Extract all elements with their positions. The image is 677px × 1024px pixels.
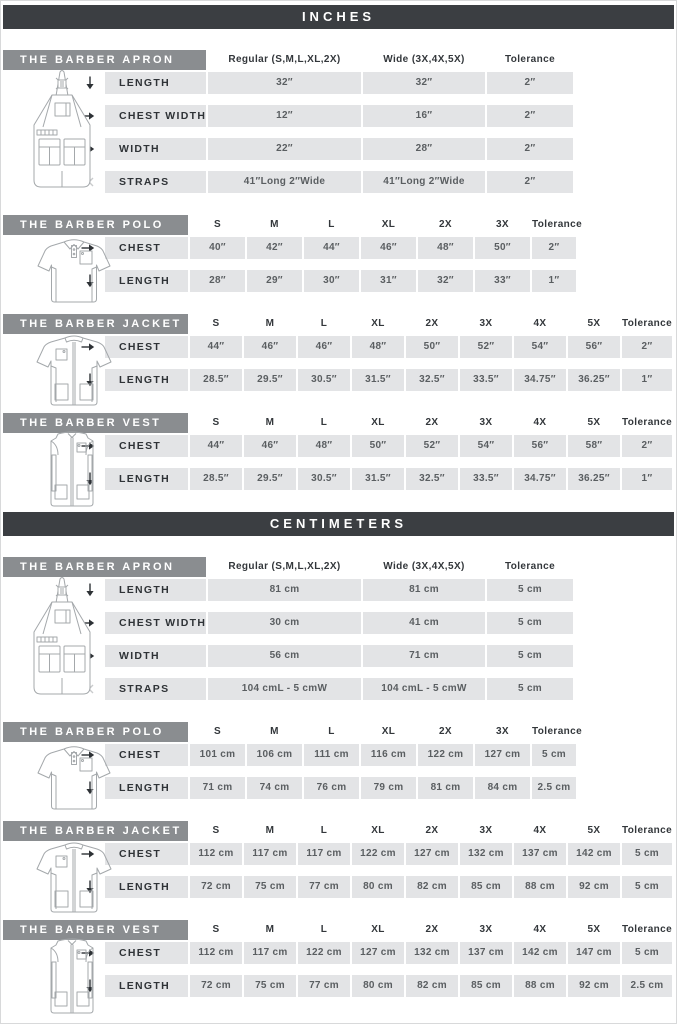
size-value-cell: 36.25″	[568, 468, 620, 490]
size-value-cell: 33.5″	[460, 369, 512, 391]
size-value-cell: 75 cm	[244, 975, 296, 997]
table-row-length	[3, 777, 674, 799]
column-header-3x: 3X	[495, 219, 510, 230]
size-value-cell: 142 cm	[568, 843, 620, 865]
table-header-row	[3, 50, 674, 70]
column-header-4x: 4X	[533, 417, 547, 428]
row-label: CHEST	[105, 744, 188, 766]
table-row-chest	[3, 744, 674, 766]
size-value-cell: 16″	[363, 105, 485, 127]
table-row-chest	[3, 237, 674, 259]
size-table-the-barber-jacket-inches	[3, 314, 674, 391]
size-value-cell: 50″	[475, 237, 530, 259]
size-value-cell: 2″	[487, 171, 573, 193]
size-value-cell: 2″	[487, 138, 573, 160]
size-value-cell: 32.5″	[406, 369, 458, 391]
measure-direction-zone	[3, 678, 103, 700]
measure-direction-zone	[3, 579, 103, 601]
size-value-cell: 77 cm	[298, 876, 350, 898]
row-label: CHEST	[105, 336, 188, 358]
size-value-cell: 5 cm	[487, 645, 573, 667]
size-value-cell: 1″	[622, 369, 672, 391]
size-value-cell: 85 cm	[460, 975, 512, 997]
measure-direction-zone	[3, 435, 103, 457]
column-header-m: M	[265, 924, 275, 935]
right-arrow-icon	[81, 144, 95, 154]
size-value-cell: 52″	[406, 435, 458, 457]
size-value-cell: 81 cm	[418, 777, 473, 799]
size-value-cell: 28″	[190, 270, 245, 292]
measure-direction-zone	[3, 876, 103, 898]
column-header-m: M	[270, 219, 279, 230]
size-value-cell: 79 cm	[361, 777, 416, 799]
size-value-cell: 74 cm	[247, 777, 302, 799]
column-header-tolerance: Tolerance	[504, 54, 556, 65]
column-header-m: M	[265, 825, 275, 836]
table-row-length	[3, 270, 674, 292]
measure-direction-zone	[3, 270, 103, 292]
column-header-s: S	[212, 924, 220, 935]
down-arrow-icon	[85, 472, 95, 486]
size-table-the-barber-vest-centimeters	[3, 920, 674, 997]
row-label: CHEST WIDTH	[105, 612, 206, 634]
size-value-cell: 1″	[532, 270, 576, 292]
table-row-straps	[3, 678, 674, 700]
measure-direction-zone	[3, 942, 103, 964]
size-value-cell: 42″	[247, 237, 302, 259]
measure-direction-zone	[3, 369, 103, 391]
size-value-cell: 22″	[208, 138, 361, 160]
row-label: LENGTH	[105, 579, 206, 601]
measure-direction-zone	[3, 468, 103, 490]
size-value-cell: 81 cm	[363, 579, 485, 601]
section-title-the-barber-jacket: THE BARBER JACKET	[3, 821, 188, 841]
column-header-xl: XL	[371, 825, 385, 836]
size-value-cell: 88 cm	[514, 876, 566, 898]
size-value-cell: 32.5″	[406, 468, 458, 490]
size-value-cell: 84 cm	[475, 777, 530, 799]
right-arrow-icon	[81, 441, 95, 451]
size-value-cell: 147 cm	[568, 942, 620, 964]
column-header-s: S	[212, 318, 220, 329]
size-value-cell: 137 cm	[460, 942, 512, 964]
size-value-cell: 31.5″	[352, 468, 404, 490]
column-header-2x: 2X	[425, 417, 439, 428]
column-header-tolerance: Tolerance	[532, 219, 583, 230]
size-value-cell: 32″	[363, 72, 485, 94]
row-label: CHEST	[105, 942, 188, 964]
table-row-chest-width	[3, 105, 674, 127]
size-value-cell: 46″	[298, 336, 350, 358]
size-value-cell: 137 cm	[514, 843, 566, 865]
measure-direction-zone	[3, 645, 103, 667]
column-header-2x: 2X	[438, 726, 453, 737]
size-value-cell: 106 cm	[247, 744, 302, 766]
table-row-width	[3, 645, 674, 667]
size-value-cell: 77 cm	[298, 975, 350, 997]
size-value-cell: 101 cm	[190, 744, 245, 766]
size-value-cell: 28.5″	[190, 369, 242, 391]
size-value-cell: 88 cm	[514, 975, 566, 997]
down-arrow-icon	[85, 76, 95, 90]
size-value-cell: 117 cm	[244, 942, 296, 964]
size-value-cell: 48″	[352, 336, 404, 358]
size-value-cell: 122 cm	[352, 843, 404, 865]
size-value-cell: 31″	[361, 270, 416, 292]
measure-direction-zone	[3, 612, 103, 634]
section-title-the-barber-jacket: THE BARBER JACKET	[3, 314, 188, 334]
measure-direction-zone	[3, 105, 103, 127]
measure-direction-zone	[3, 777, 103, 799]
right-arrow-icon	[81, 618, 95, 628]
size-value-cell: 117 cm	[298, 843, 350, 865]
size-value-cell: 30.5″	[298, 369, 350, 391]
right-arrow-icon	[81, 342, 95, 352]
down-arrow-icon	[85, 583, 95, 597]
column-header-5x: 5X	[587, 924, 601, 935]
centimeters-tables	[3, 557, 674, 997]
size-value-cell: 32″	[208, 72, 361, 94]
down-arrow-icon	[85, 781, 95, 795]
size-table-the-barber-vest-inches	[3, 413, 674, 490]
size-value-cell: 58″	[568, 435, 620, 457]
column-header-l: L	[320, 318, 328, 329]
size-value-cell: 122 cm	[418, 744, 473, 766]
size-value-cell: 44″	[190, 435, 242, 457]
size-value-cell: 72 cm	[190, 876, 242, 898]
column-header-4x: 4X	[533, 825, 547, 836]
size-value-cell: 76 cm	[304, 777, 359, 799]
section-title-the-barber-apron: THE BARBER APRON	[3, 50, 206, 70]
size-value-cell: 80 cm	[352, 876, 404, 898]
size-value-cell: 104 cmL - 5 cmW	[208, 678, 361, 700]
table-row-length	[3, 72, 674, 94]
size-table-the-barber-polo-inches	[3, 215, 674, 292]
size-value-cell: 29″	[247, 270, 302, 292]
column-header-m: M	[270, 726, 279, 737]
size-value-cell: 34.75″	[514, 468, 566, 490]
size-value-cell: 56″	[514, 435, 566, 457]
size-value-cell: 127 cm	[475, 744, 530, 766]
size-value-cell: 29.5″	[244, 468, 296, 490]
size-value-cell: 132 cm	[460, 843, 512, 865]
size-value-cell: 2″	[487, 105, 573, 127]
size-value-cell: 5 cm	[532, 744, 576, 766]
size-value-cell: 5 cm	[487, 579, 573, 601]
right-arrow-icon	[81, 849, 95, 859]
x-mark-icon	[83, 176, 95, 188]
row-label: WIDTH	[105, 645, 206, 667]
size-table-the-barber-polo-centimeters	[3, 722, 674, 799]
size-value-cell: 112 cm	[190, 942, 242, 964]
size-value-cell: 56 cm	[208, 645, 361, 667]
column-header-l: L	[328, 219, 335, 230]
section-title-the-barber-vest: THE BARBER VEST	[3, 413, 188, 433]
table-header-row	[3, 413, 674, 433]
row-label: CHEST WIDTH	[105, 105, 206, 127]
measure-direction-zone	[3, 336, 103, 358]
measure-direction-zone	[3, 843, 103, 865]
section-title-the-barber-apron: THE BARBER APRON	[3, 557, 206, 577]
size-value-cell: 12″	[208, 105, 361, 127]
size-value-cell: 50″	[406, 336, 458, 358]
size-value-cell: 33.5″	[460, 468, 512, 490]
table-row-straps	[3, 171, 674, 193]
column-header-5x: 5X	[587, 417, 601, 428]
column-header-tolerance: Tolerance	[622, 924, 673, 935]
down-arrow-icon	[85, 274, 95, 288]
column-header-s: S	[212, 417, 220, 428]
size-value-cell: 29.5″	[244, 369, 296, 391]
size-value-cell: 5 cm	[487, 612, 573, 634]
column-header-xl: XL	[381, 219, 396, 230]
table-header-row	[3, 722, 674, 742]
column-header-4x: 4X	[533, 318, 547, 329]
column-header-l: L	[320, 417, 328, 428]
size-value-cell: 30.5″	[298, 468, 350, 490]
table-header-row	[3, 314, 674, 334]
size-value-cell: 82 cm	[406, 876, 458, 898]
row-label: CHEST	[105, 435, 188, 457]
column-header-l: L	[320, 825, 328, 836]
size-table-the-barber-jacket-centimeters	[3, 821, 674, 898]
measure-direction-zone	[3, 237, 103, 259]
size-value-cell: 1″	[622, 468, 672, 490]
size-value-cell: 46″	[244, 435, 296, 457]
down-arrow-icon	[85, 373, 95, 387]
row-label: LENGTH	[105, 468, 188, 490]
size-value-cell: 81 cm	[208, 579, 361, 601]
size-value-cell: 5 cm	[622, 843, 672, 865]
size-value-cell: 127 cm	[352, 942, 404, 964]
column-header-s: S	[213, 726, 222, 737]
size-value-cell: 31.5″	[352, 369, 404, 391]
size-value-cell: 46″	[361, 237, 416, 259]
table-row-chest	[3, 843, 674, 865]
row-label: WIDTH	[105, 138, 206, 160]
column-header-xl: XL	[371, 318, 385, 329]
row-label: STRAPS	[105, 171, 206, 193]
row-label: STRAPS	[105, 678, 206, 700]
column-header-tolerance: Tolerance	[622, 825, 673, 836]
column-header-5x: 5X	[587, 318, 601, 329]
column-header-3x: 3X	[479, 924, 493, 935]
column-header-tolerance: Tolerance	[622, 417, 673, 428]
row-label: LENGTH	[105, 72, 206, 94]
size-value-cell: 2″	[532, 237, 576, 259]
size-value-cell: 122 cm	[298, 942, 350, 964]
table-row-chest	[3, 435, 674, 457]
table-header-row	[3, 215, 674, 235]
column-header-3x: 3X	[479, 825, 493, 836]
column-header-3x: 3X	[479, 318, 493, 329]
size-value-cell: 5 cm	[622, 942, 672, 964]
table-row-length	[3, 876, 674, 898]
size-value-cell: 117 cm	[244, 843, 296, 865]
column-header-5x: 5X	[587, 825, 601, 836]
column-header-m: M	[265, 318, 275, 329]
size-value-cell: 2″	[622, 435, 672, 457]
size-value-cell: 48″	[298, 435, 350, 457]
column-header-tolerance: Tolerance	[532, 726, 583, 737]
size-value-cell: 142 cm	[514, 942, 566, 964]
size-value-cell: 2″	[487, 72, 573, 94]
size-value-cell: 46″	[244, 336, 296, 358]
section-title-the-barber-polo: THE BARBER POLO	[3, 722, 188, 742]
column-header-l: L	[328, 726, 335, 737]
measure-direction-zone	[3, 138, 103, 160]
size-value-cell: 132 cm	[406, 942, 458, 964]
size-value-cell: 52″	[460, 336, 512, 358]
section-title-the-barber-vest: THE BARBER VEST	[3, 920, 188, 940]
inches-banner: INCHES	[3, 5, 674, 29]
size-value-cell: 50″	[352, 435, 404, 457]
size-value-cell: 2.5 cm	[622, 975, 672, 997]
size-value-cell: 41″Long 2″Wide	[208, 171, 361, 193]
size-value-cell: 2.5 cm	[532, 777, 576, 799]
column-header-2x: 2X	[425, 924, 439, 935]
size-value-cell: 5 cm	[622, 876, 672, 898]
size-value-cell: 92 cm	[568, 975, 620, 997]
size-value-cell: 104 cmL - 5 cmW	[363, 678, 485, 700]
table-header-row	[3, 821, 674, 841]
size-value-cell: 30 cm	[208, 612, 361, 634]
column-header-4x: 4X	[533, 924, 547, 935]
row-label: LENGTH	[105, 270, 188, 292]
size-value-cell: 28.5″	[190, 468, 242, 490]
measure-direction-zone	[3, 72, 103, 94]
column-header-wide-3x-4x-5x: Wide (3X,4X,5X)	[383, 561, 465, 572]
column-header-xl: XL	[371, 924, 385, 935]
measure-direction-zone	[3, 975, 103, 997]
size-value-cell: 5 cm	[487, 678, 573, 700]
size-value-cell: 40″	[190, 237, 245, 259]
table-row-chest	[3, 942, 674, 964]
size-value-cell: 33″	[475, 270, 530, 292]
size-value-cell: 41″Long 2″Wide	[363, 171, 485, 193]
column-header-wide-3x-4x-5x: Wide (3X,4X,5X)	[383, 54, 465, 65]
column-header-3x: 3X	[479, 417, 493, 428]
table-header-row	[3, 920, 674, 940]
size-value-cell: 48″	[418, 237, 473, 259]
size-value-cell: 92 cm	[568, 876, 620, 898]
table-row-length	[3, 579, 674, 601]
row-label: CHEST	[105, 843, 188, 865]
size-value-cell: 127 cm	[406, 843, 458, 865]
size-value-cell: 71 cm	[363, 645, 485, 667]
right-arrow-icon	[81, 651, 95, 661]
inches-tables	[3, 50, 674, 490]
column-header-l: L	[320, 924, 328, 935]
down-arrow-icon	[85, 880, 95, 894]
size-value-cell: 36.25″	[568, 369, 620, 391]
size-value-cell: 32″	[418, 270, 473, 292]
inches-section	[3, 5, 674, 490]
size-value-cell: 34.75″	[514, 369, 566, 391]
size-value-cell: 28″	[363, 138, 485, 160]
centimeters-banner: CENTIMETERS	[3, 512, 674, 536]
column-header-tolerance: Tolerance	[504, 561, 556, 572]
table-row-length	[3, 975, 674, 997]
column-header-s: S	[212, 825, 220, 836]
size-value-cell: 72 cm	[190, 975, 242, 997]
size-value-cell: 112 cm	[190, 843, 242, 865]
measure-direction-zone	[3, 171, 103, 193]
row-label: CHEST	[105, 237, 188, 259]
row-label: LENGTH	[105, 777, 188, 799]
column-header-xl: XL	[381, 726, 396, 737]
measure-direction-zone	[3, 744, 103, 766]
right-arrow-icon	[81, 750, 95, 760]
right-arrow-icon	[81, 243, 95, 253]
size-table-the-barber-apron-centimeters	[3, 557, 674, 700]
down-arrow-icon	[85, 979, 95, 993]
table-row-width	[3, 138, 674, 160]
size-value-cell: 30″	[304, 270, 359, 292]
size-value-cell: 80 cm	[352, 975, 404, 997]
table-row-length	[3, 468, 674, 490]
row-label: LENGTH	[105, 369, 188, 391]
size-table-the-barber-apron-inches	[3, 50, 674, 193]
table-header-row	[3, 557, 674, 577]
size-value-cell: 54″	[514, 336, 566, 358]
size-value-cell: 111 cm	[304, 744, 359, 766]
size-value-cell: 82 cm	[406, 975, 458, 997]
right-arrow-icon	[81, 948, 95, 958]
right-arrow-icon	[81, 111, 95, 121]
column-header-s: S	[213, 219, 222, 230]
size-value-cell: 56″	[568, 336, 620, 358]
column-header-3x: 3X	[495, 726, 510, 737]
centimeters-section	[3, 512, 674, 997]
column-header-regular-s-m-l-xl-2x: Regular (S,M,L,XL,2X)	[228, 561, 341, 572]
size-value-cell: 85 cm	[460, 876, 512, 898]
row-label: LENGTH	[105, 975, 188, 997]
column-header-xl: XL	[371, 417, 385, 428]
column-header-2x: 2X	[425, 318, 439, 329]
size-value-cell: 44″	[190, 336, 242, 358]
size-value-cell: 116 cm	[361, 744, 416, 766]
column-header-m: M	[265, 417, 275, 428]
size-value-cell: 54″	[460, 435, 512, 457]
column-header-2x: 2X	[425, 825, 439, 836]
size-value-cell: 71 cm	[190, 777, 245, 799]
size-value-cell: 2″	[622, 336, 672, 358]
size-value-cell: 41 cm	[363, 612, 485, 634]
x-mark-icon	[83, 683, 95, 695]
size-value-cell: 44″	[304, 237, 359, 259]
column-header-2x: 2X	[438, 219, 453, 230]
table-row-length	[3, 369, 674, 391]
column-header-regular-s-m-l-xl-2x: Regular (S,M,L,XL,2X)	[228, 54, 341, 65]
table-row-chest-width	[3, 612, 674, 634]
table-row-chest	[3, 336, 674, 358]
size-value-cell: 75 cm	[244, 876, 296, 898]
row-label: LENGTH	[105, 876, 188, 898]
section-title-the-barber-polo: THE BARBER POLO	[3, 215, 188, 235]
column-header-tolerance: Tolerance	[622, 318, 673, 329]
